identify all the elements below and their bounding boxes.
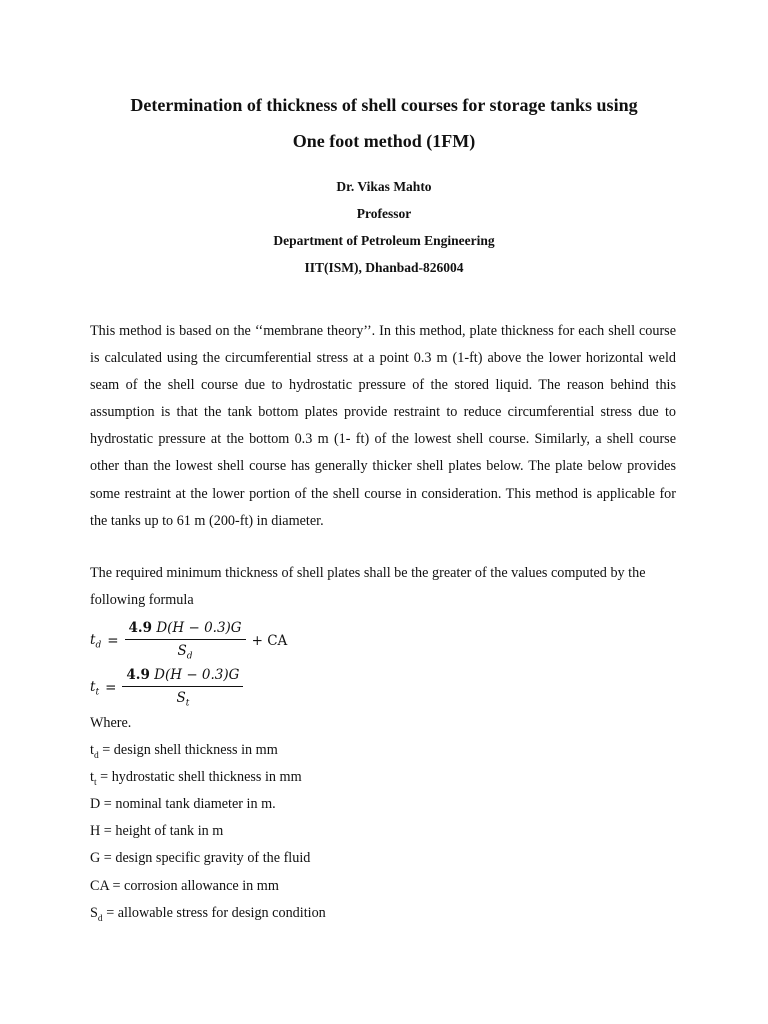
formula-intro-paragraph: The required minimum thickness of shell plates shall be the greater of the values computed by the following formula [90, 565, 646, 609]
document-title-line-1: Determination of thickness of shell courses for storage tanks using [130, 95, 638, 115]
equation-lhs: $t_t$ [90, 678, 100, 698]
author-department: Department of Petroleum Engineering [273, 233, 495, 248]
definition-item: $t_d$ = design shell thickness in mm [90, 742, 278, 761]
where-label: Where. [90, 715, 132, 731]
design-thickness-equation: $t_d$ = $\frac{4.9 D(H - 0.3)G}{S_d}$ + CA [90, 620, 288, 662]
definitions-list [90, 710, 690, 927]
author-position: Professor [356, 206, 412, 221]
definition-item: G = design specific gravity of the fluid [90, 850, 311, 867]
author-name: Dr. Vikas Mahto [336, 179, 432, 194]
definition-item: CA = corrosion allowance in mm [90, 877, 279, 894]
equation-denominator: $S_t$ [176, 690, 190, 709]
definition-item: H = height of tank in m [90, 823, 224, 840]
author-block [60, 178, 708, 286]
definition-item: $S_d$ = allowable stress for design condition [90, 904, 326, 924]
author-institute: IIT(ISM), Dhanbad-826004 [304, 260, 464, 275]
equation-numerator: 4.9 D(H − 0.3)G [122, 667, 243, 687]
hydrostatic-thickness-equation: $t_t$ = $\frac{4.9 D(H - 0.3)G}{S_t}$ [90, 667, 243, 709]
equation-denominator: $S_d$ [177, 643, 193, 662]
equation-lhs: $t_d$ [90, 631, 102, 651]
equation-numerator: 4.9 D(H − 0.3)G [125, 620, 246, 640]
equation-fraction [125, 620, 246, 662]
definition-item: $t_t$ = hydrostatic shell thickness in mm [90, 769, 302, 789]
equation-fraction [122, 667, 243, 709]
equation-extra-term: + CA [251, 632, 288, 649]
document-title-line-2: One foot method (1FM) [292, 131, 476, 151]
intro-paragraph: This method is based on the ‘‘membrane theory’’. In this method, plate thickness for each shell course is calculated using the circumferential stress at a point 0.3 m (1-ft) above the lower horizontal weld seam of the shell course due to hydrostatic pressure of the stored liquid. The reason behind this assumption is that the tank bottom plates provide restraint to reduce circumferential stress due to hydrostatic pressure at the bottom 0.3 m (1- ft) of the lowest shell course. Similarly, a shell course other than the lowest shell course has generally thicker shell plates below. The plate below provides some restraint at the lower portion of the shell course in consideration. This method is applicable for the tanks up to 61 m (200-ft) in diameter. [90, 323, 676, 529]
definition-item: D = nominal tank diameter in m. [90, 796, 276, 813]
